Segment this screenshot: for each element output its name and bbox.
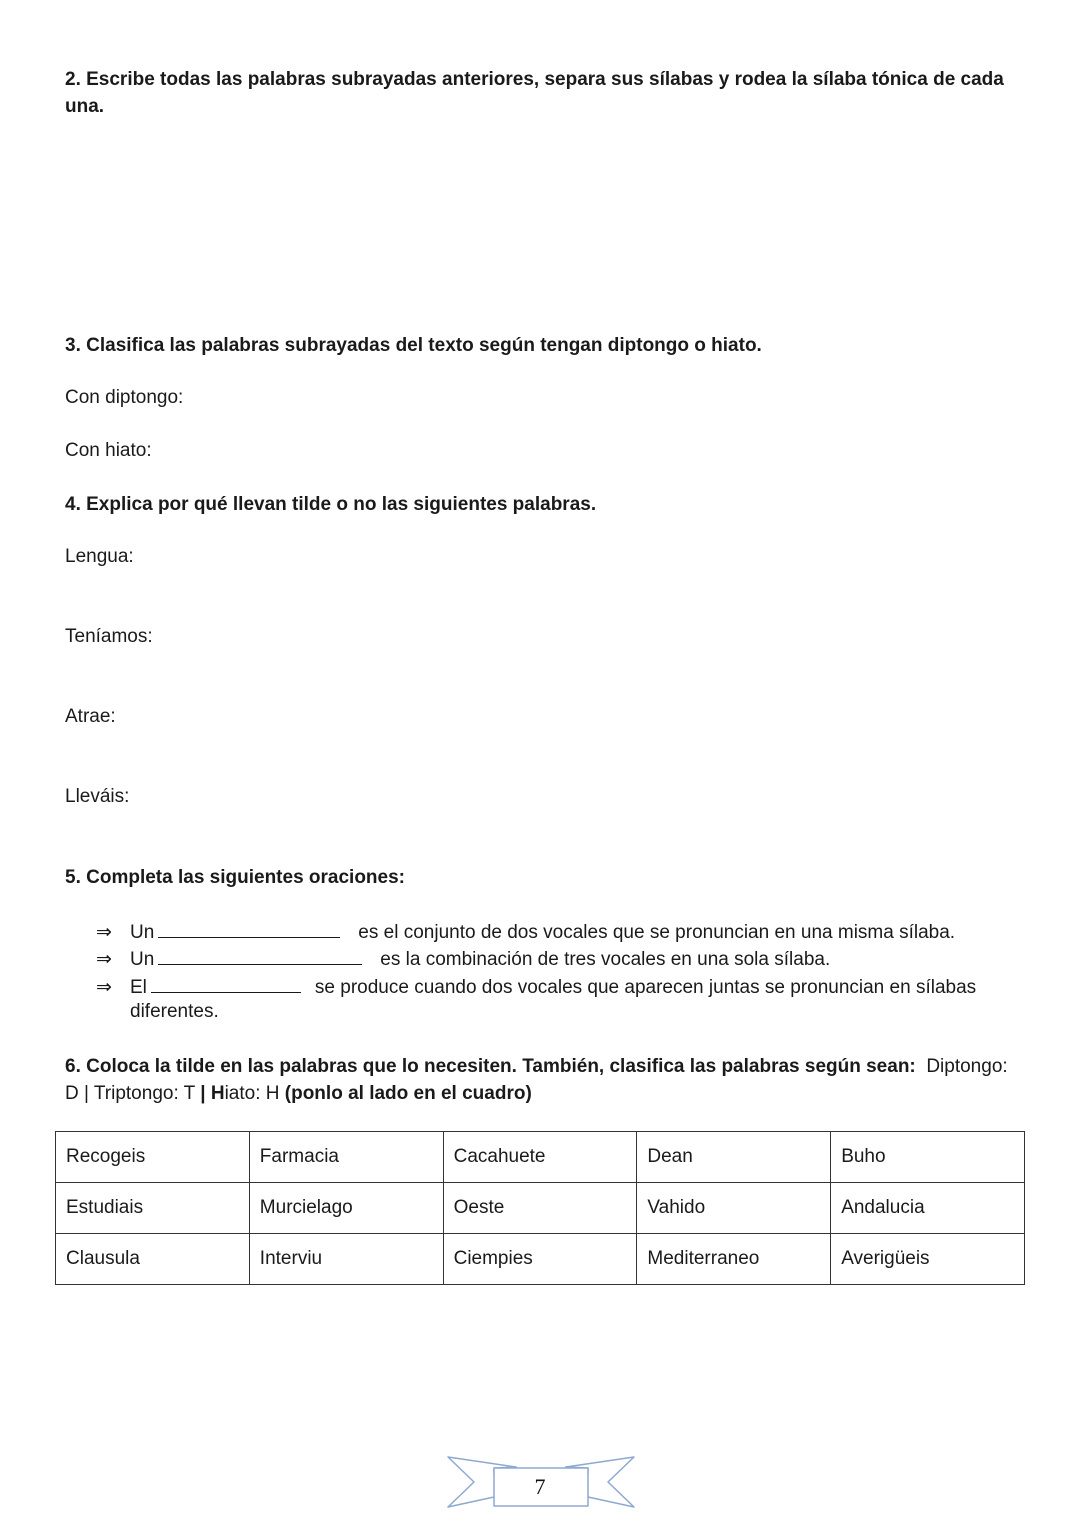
- legend-separator: |: [200, 1083, 206, 1104]
- table-cell[interactable]: Oeste: [443, 1183, 637, 1234]
- table-cell[interactable]: Buho: [831, 1132, 1025, 1183]
- table-row: [56, 1234, 1025, 1285]
- legend-hiato: iato: H: [224, 1083, 280, 1104]
- table-cell[interactable]: Dean: [637, 1132, 831, 1183]
- double-right-arrow-icon: ⇒: [96, 949, 112, 970]
- label-con-diptongo: Con diptongo:: [65, 387, 184, 408]
- table-cell[interactable]: Cacahuete: [443, 1132, 637, 1183]
- sentence-item: [96, 919, 955, 945]
- sentence-lead: Un: [130, 949, 155, 970]
- table-cell[interactable]: Andalucia: [831, 1183, 1025, 1234]
- table-cell[interactable]: Mediterraneo: [637, 1234, 831, 1285]
- sentence-lead: Un: [130, 922, 155, 943]
- question-2-title: 2. Escribe todas las palabras subrayadas anteriores, separa sus sílabas y rodea la sílaba tónica de cada una.: [65, 69, 1004, 117]
- sentence-item: [96, 974, 976, 1000]
- table-row: [56, 1132, 1025, 1183]
- table-cell[interactable]: Vahido: [637, 1183, 831, 1234]
- question-3-title: 3. Clasifica las palabras subrayadas del texto según tengan diptongo o hiato.: [65, 335, 762, 356]
- fill-in-blank[interactable]: [151, 974, 301, 993]
- sentence-rest: se produce cuando dos vocales que aparecen juntas se pronuncian en sílabas: [314, 977, 977, 998]
- label-lengua: Lengua:: [65, 546, 134, 567]
- double-right-arrow-icon: ⇒: [96, 977, 112, 998]
- legend-d: D: [65, 1083, 79, 1104]
- legend-note: (ponlo al lado en el cuadro): [284, 1083, 532, 1104]
- fill-in-blank[interactable]: [158, 946, 362, 965]
- label-atrae: Atrae:: [65, 706, 116, 727]
- page-number: 7: [534, 1474, 546, 1499]
- table-cell[interactable]: Estudiais: [56, 1183, 250, 1234]
- words-table: [55, 1131, 1025, 1285]
- table-cell[interactable]: Ciempies: [443, 1234, 637, 1285]
- sentence-rest: es la combinación de tres vocales en una sola sílaba.: [380, 949, 831, 970]
- question-6-title: [65, 1053, 1015, 1107]
- legend-separator: |: [84, 1083, 89, 1104]
- fill-in-blank[interactable]: [158, 919, 340, 938]
- table-row: [56, 1183, 1025, 1234]
- sentence-rest: es el conjunto de dos vocales que se pronuncian en una misma sílaba.: [358, 922, 956, 943]
- legend-hiato-initial: H: [210, 1083, 225, 1104]
- sentence-continuation: diferentes.: [130, 1001, 219, 1022]
- double-right-arrow-icon: ⇒: [96, 922, 112, 943]
- label-teniamos: Teníamos:: [65, 626, 153, 647]
- legend-triptongo: Triptongo: T: [93, 1083, 195, 1104]
- question-4-title: 4. Explica por qué llevan tilde o no las siguientes palabras.: [65, 494, 597, 515]
- label-llevais: Lleváis:: [65, 786, 130, 807]
- sentence-lead: El: [130, 977, 147, 998]
- question-6-instruction: 6. Coloca la tilde en las palabras que lo necesiten. También, clasifica las palabras según sean:: [65, 1056, 916, 1077]
- table-cell[interactable]: Interviu: [249, 1234, 443, 1285]
- table-cell[interactable]: Averigüeis: [831, 1234, 1025, 1285]
- table-cell[interactable]: Recogeis: [56, 1132, 250, 1183]
- table-cell[interactable]: Murcielago: [249, 1183, 443, 1234]
- label-con-hiato: Con hiato:: [65, 440, 152, 461]
- table-cell[interactable]: Farmacia: [249, 1132, 443, 1183]
- table-cell[interactable]: Clausula: [56, 1234, 250, 1285]
- legend-diptongo: Diptongo:: [926, 1056, 1008, 1077]
- sentence-item: [96, 946, 830, 972]
- question-5-title: 5. Completa las siguientes oraciones:: [65, 867, 405, 888]
